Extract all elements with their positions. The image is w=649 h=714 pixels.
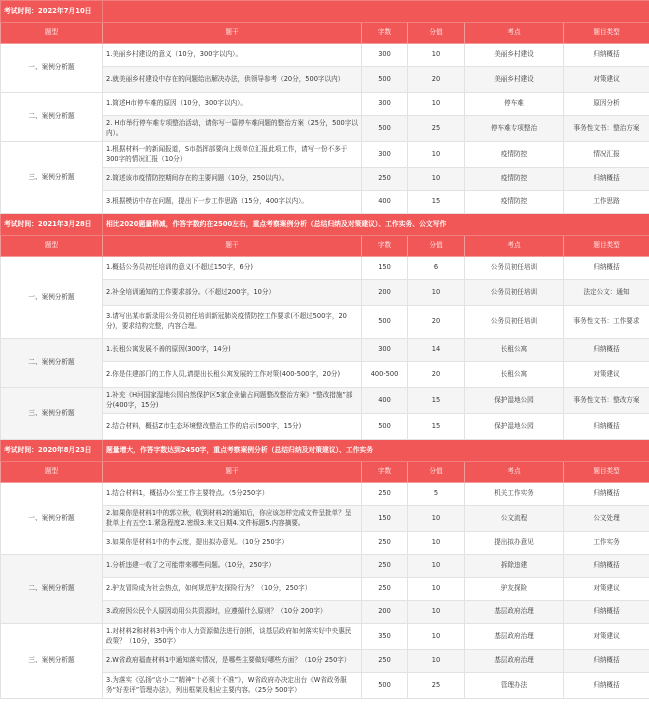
header-word-count: 字数 [362,462,408,483]
question-category-cell: 归纳概括 [564,339,649,362]
question-category-cell: 归纳概括 [564,414,649,440]
key-point-cell: 疫情防控 [465,142,564,168]
score-cell: 10 [408,142,465,168]
header-key-point: 考点 [465,23,564,44]
key-point-cell: 停车难 [465,93,564,116]
question-category-cell: 工作实务 [564,532,649,555]
header-question: 题干 [103,236,362,257]
score-cell: 20 [408,67,465,93]
key-point-cell: 基层政府治理 [465,624,564,650]
table-header-row [1,462,649,483]
key-point-cell: 公务员初任培训 [465,257,564,280]
question-type-cell: 三、案例分析题 [1,142,103,214]
header-word-count: 字数 [362,23,408,44]
word-count-cell: 500 [362,306,408,339]
question-text-cell: 1.补充《H河国家湿地公园自然保护区5家企业偷占问题整改整治方案》“整改措施”部分(400字，15分) [103,388,362,414]
table-header-row [1,23,649,44]
question-text-cell: 2.W省政府福查材料1中通知落实情况，是哪些主要做好哪些方面？（10分 250字） [103,650,362,673]
question-type-cell: 二、案例分析题 [1,555,103,624]
score-cell: 15 [408,414,465,440]
word-count-cell: 150 [362,506,408,532]
table-row [1,44,649,67]
score-cell: 10 [408,93,465,116]
header-type: 题型 [1,23,103,44]
word-count-cell: 300 [362,44,408,67]
score-cell: 15 [408,388,465,414]
key-point-cell: 保护湿地公园 [465,388,564,414]
exam-date-label: 考试时间：2021年3月28日 [1,214,103,236]
exam-summary-note: 题量增大，作答字数达到2450字，重点考察案例分析（总结归纳及对策建议）、工作实务 [103,440,649,462]
score-cell: 20 [408,306,465,339]
score-cell: 10 [408,555,465,578]
score-cell: 10 [408,506,465,532]
word-count-cell: 500 [362,116,408,142]
header-key-point: 考点 [465,462,564,483]
word-count-cell: 400-500 [362,362,408,388]
key-point-cell: 公文流程 [465,506,564,532]
question-text-cell: 2.如果你是材料1中的郭立秋，收到材料2的通知后，你应该怎样完成文件呈批单？呈批单上有五空:1.紧急程度2.密级3.来文日期4.文件标题5.内容摘要。 [103,506,362,532]
question-category-cell: 事务性文书：整改方案 [564,388,649,414]
question-text-cell: 1.分析违建一收了之可能带来哪些问题。（10分，250字） [103,555,362,578]
question-category-cell: 对策建议 [564,362,649,388]
table-row [1,483,649,506]
score-cell: 10 [408,650,465,673]
header-question: 题干 [103,23,362,44]
score-cell: 14 [408,339,465,362]
score-cell: 10 [408,624,465,650]
key-point-cell: 美丽乡村建设 [465,44,564,67]
question-category-cell: 法定公文：通知 [564,280,649,306]
question-text-cell: 3.为落实《弘扬“店小二”精神“十必须十不准”》，W省政府办决定出台《W省政务服务“好差评”管理办法》，列出框架及相应主要内容。（25分 500字） [103,673,362,699]
word-count-cell: 500 [362,673,408,699]
question-category-cell: 情况汇报 [564,142,649,168]
exam-date-banner [1,214,649,236]
question-text-cell: 2.就美丽乡村建设中存在的问题给出解决办法，供领导参考（20分，500字以内） [103,67,362,93]
question-text-cell: 2.你是住建部门的工作人员,请提出长租公寓发展的工作对策(400-500字，20分) [103,362,362,388]
word-count-cell: 500 [362,414,408,440]
table-row [1,257,649,280]
key-point-cell: 管理办法 [465,673,564,699]
question-category-cell: 归纳概括 [564,555,649,578]
table-row [1,339,649,362]
key-point-cell: 长租公寓 [465,339,564,362]
question-category-cell: 事务性文书：工作要求 [564,306,649,339]
word-count-cell: 250 [362,578,408,601]
key-point-cell: 美丽乡村建设 [465,67,564,93]
question-text-cell: 1.概括公务员初任培训的意义(不超过150字，6分) [103,257,362,280]
question-text-cell: 1.对材料2和材料3中两个市人力资源做法进行剖析，谈基层政府如何落实好中央惠民政策？（10分，350字） [103,624,362,650]
header-category: 题目类型 [564,236,649,257]
key-point-cell: 疫情防控 [465,168,564,191]
exam-date-label: 考试时间：2020年8月23日 [1,440,103,462]
header-category: 题目类型 [564,462,649,483]
question-text-cell: 1.结合材料1，概括办公室工作主要特点。（5分250字） [103,483,362,506]
question-type-cell: 三、案例分析题 [1,388,103,440]
word-count-cell: 400 [362,388,408,414]
question-text-cell: 2. H市举行停车难专项整治活动，请你写一篇停车难问题的整治方案（25分，500字以内）。 [103,116,362,142]
key-point-cell: 保护湿地公园 [465,414,564,440]
key-point-cell: 基层政府治理 [465,601,564,624]
question-type-cell: 一、案例分析题 [1,257,103,339]
question-text-cell: 3.请写出某市新录用公务员初任培训新冠肺炎疫情防控工作要求(不超过500字，20分)，要求结构完整，内容合理。 [103,306,362,339]
score-cell: 20 [408,362,465,388]
key-point-cell: 疫情防控 [465,191,564,214]
header-type: 题型 [1,236,103,257]
word-count-cell: 300 [362,142,408,168]
question-text-cell: 1.美丽乡村建设的意义（10分，300字以内）。 [103,44,362,67]
word-count-cell: 300 [362,93,408,116]
score-cell: 6 [408,257,465,280]
question-category-cell: 原因分析 [564,93,649,116]
question-category-cell: 归纳概括 [564,168,649,191]
score-cell: 10 [408,532,465,555]
score-cell: 10 [408,168,465,191]
word-count-cell: 350 [362,624,408,650]
table-row [1,624,649,650]
score-cell: 10 [408,601,465,624]
question-text-cell: 1.长租公寓发展不善的原因(300字，14分) [103,339,362,362]
header-score: 分值 [408,23,465,44]
header-score: 分值 [408,236,465,257]
key-point-cell: 拆除违建 [465,555,564,578]
score-cell: 10 [408,578,465,601]
question-category-cell: 对策建议 [564,624,649,650]
word-count-cell: 250 [362,483,408,506]
question-text-cell: 1.根据材料一的新闻报道，S市指挥部要向上级单位汇报此项工作，请写一份不多于300字的情况汇报（10分） [103,142,362,168]
score-cell: 25 [408,116,465,142]
score-cell: 15 [408,191,465,214]
score-cell: 10 [408,280,465,306]
question-type-cell: 三、案例分析题 [1,624,103,699]
key-point-cell: 机关工作实务 [465,483,564,506]
question-text-cell: 3.根据模访中存在问题，提出下一步工作思路（15分，400字以内）。 [103,191,362,214]
table-row [1,555,649,578]
question-category-cell: 归纳概括 [564,601,649,624]
key-point-cell: 长租公寓 [465,362,564,388]
question-text-cell: 3.政府因公民个人原因动用公共资源时，应遵循什么原则？（10分 200字） [103,601,362,624]
header-word-count: 字数 [362,236,408,257]
word-count-cell: 400 [362,191,408,214]
header-type: 题型 [1,462,103,483]
exam-date-banner [1,1,649,23]
table-header-row [1,236,649,257]
question-category-cell: 归纳概括 [564,257,649,280]
question-category-cell: 工作思路 [564,191,649,214]
exam-date-label: 考试时间：2022年7月10日 [1,1,103,23]
question-text-cell: 3.如果你是材料1中的李云度，提出拟办意见。（10分 250字） [103,532,362,555]
key-point-cell: 基层政府治理 [465,650,564,673]
question-category-cell: 对策建议 [564,67,649,93]
word-count-cell: 150 [362,257,408,280]
key-point-cell: 公务员初任培训 [465,306,564,339]
header-score: 分值 [408,462,465,483]
table-row [1,388,649,414]
header-question: 题干 [103,462,362,483]
word-count-cell: 250 [362,168,408,191]
question-type-cell: 二、案例分析题 [1,339,103,388]
key-point-cell: 提出拟办意见 [465,532,564,555]
question-text-cell: 2.结合材料，概括Z市生态环境整改整治工作的启示(500字，15分) [103,414,362,440]
word-count-cell: 500 [362,67,408,93]
key-point-cell: 停车难专项整治 [465,116,564,142]
table-row [1,142,649,168]
key-point-cell: 驴友探险 [465,578,564,601]
question-category-cell: 归纳概括 [564,650,649,673]
question-type-cell: 一、案例分析题 [1,483,103,555]
exam-date-banner [1,440,649,462]
header-category: 题目类型 [564,23,649,44]
word-count-cell: 250 [362,555,408,578]
question-text-cell: 2.补全培训通知的工作要求部分。（不超过200字，10分） [103,280,362,306]
word-count-cell: 300 [362,339,408,362]
exam-table-body [1,1,649,699]
score-cell: 10 [408,44,465,67]
question-category-cell: 对策建议 [564,578,649,601]
word-count-cell: 200 [362,280,408,306]
question-text-cell: 2.简述该市疫情防控期间存在的主要问题（10分，250以内）。 [103,168,362,191]
exam-summary-note: 相比2020题量稍减，作答字数约在2500左右，重点考察案例分析（总结归纳及对策建议）、工作实务、公文写作 [103,214,649,236]
word-count-cell: 250 [362,650,408,673]
score-cell: 25 [408,673,465,699]
question-text-cell: 2.驴友冒险成为社会热点，如何规范驴友探险行为？（10分，250字） [103,578,362,601]
header-key-point: 考点 [465,236,564,257]
question-text-cell: 1.简述H市停车难的原因（10分，300字以内）。 [103,93,362,116]
question-type-cell: 一、案例分析题 [1,44,103,93]
score-cell: 5 [408,483,465,506]
question-category-cell: 公文处理 [564,506,649,532]
word-count-cell: 200 [362,601,408,624]
question-category-cell: 事务性文书：整治方案 [564,116,649,142]
question-category-cell: 归纳概括 [564,673,649,699]
key-point-cell: 公务员初任培训 [465,280,564,306]
exam-summary-note [103,1,649,23]
question-type-cell: 二、案例分析题 [1,93,103,142]
table-row [1,93,649,116]
question-category-cell: 归纳概括 [564,44,649,67]
word-count-cell: 250 [362,532,408,555]
question-category-cell: 归纳概括 [564,483,649,506]
